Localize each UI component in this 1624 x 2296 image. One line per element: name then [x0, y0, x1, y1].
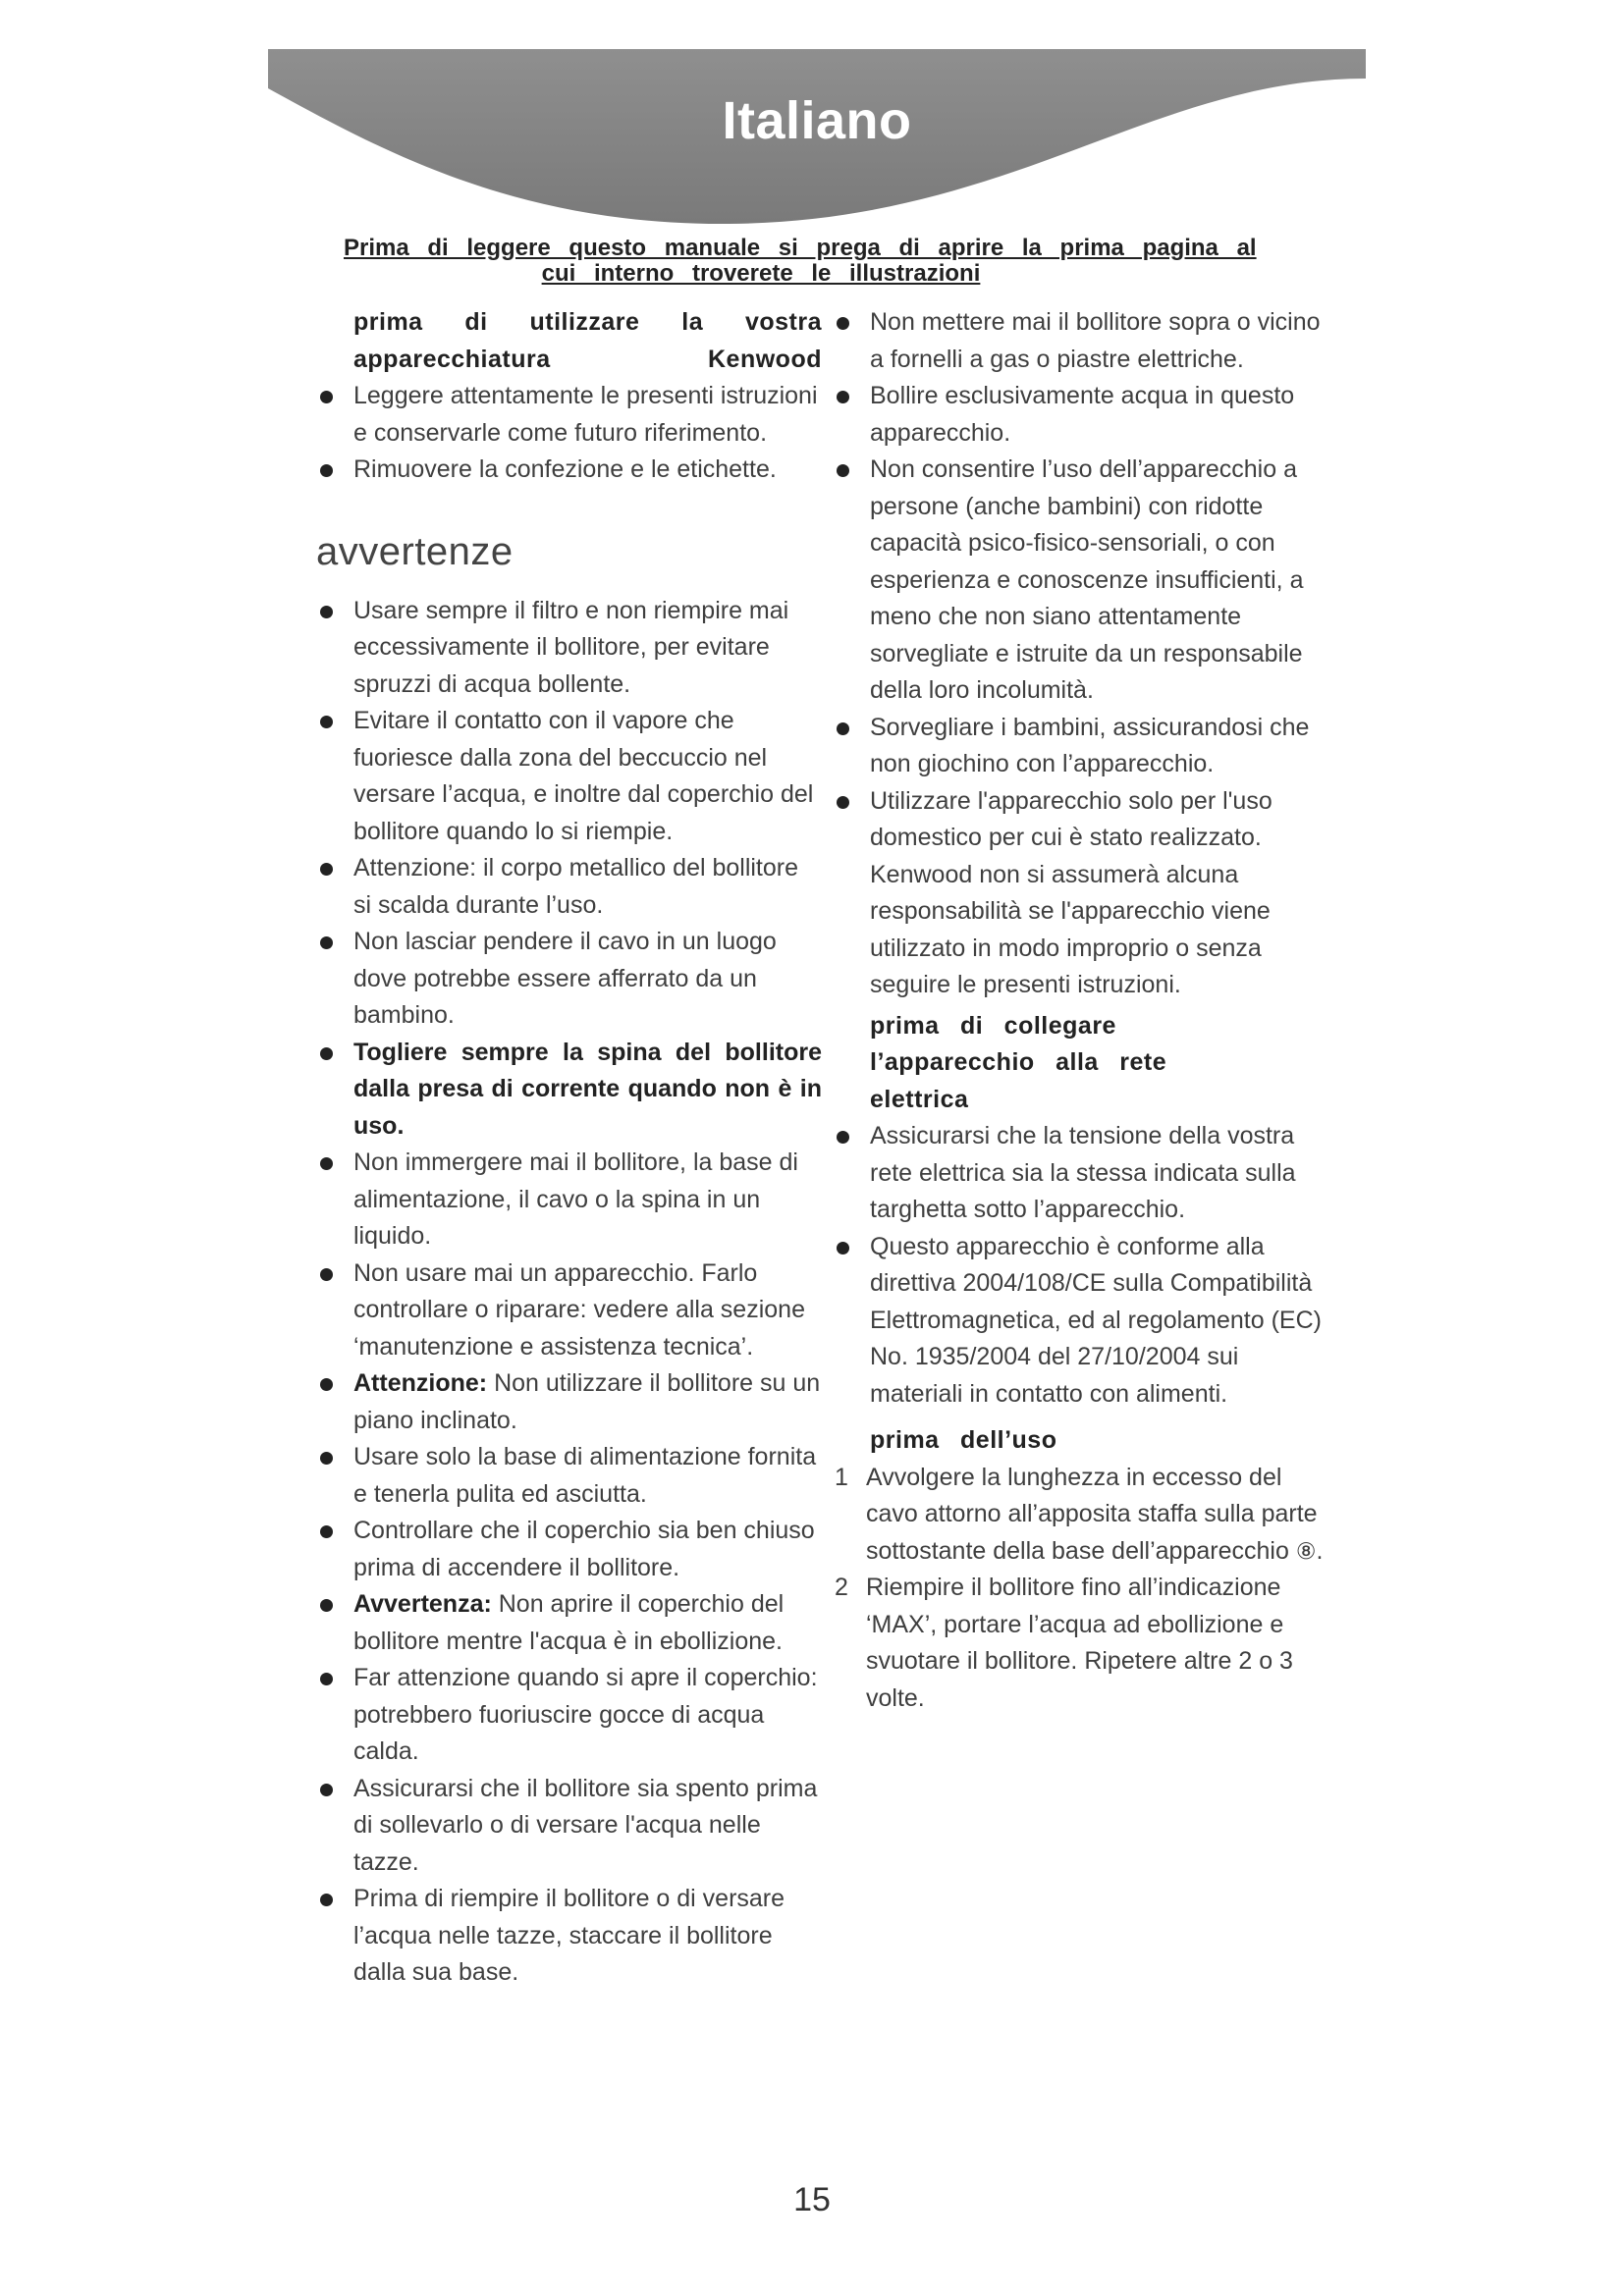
intro-line-1: Prima di leggere questo manuale si prega di aprire la prima pagina al [344, 236, 1257, 261]
list-item: Non consentire l’uso dell’apparecchio a persone (anche bambini) con ridotte capacità psico-fisico-sensoriali, o con esperienza e conoscenze insufficienti, a meno che non siano attentamente sorvegliate e istruite da un responsabile della loro incolumità. [833, 452, 1335, 710]
bullet-icon [320, 716, 333, 728]
warnings-heading: avvertenze [316, 529, 514, 573]
list-item: Leggere attentamente le presenti istruzioni e conservarle come futuro riferimento. [316, 378, 822, 452]
caution-item: Avvertenza: Non aprire il coperchio del bollitore mentre l'acqua è in ebollizione. [316, 1586, 822, 1660]
list-item: Prima di riempire il bollitore o di versare l’acqua nelle tazze, staccare il bollitore dalla sua base. [316, 1881, 822, 1992]
list-item: Non mettere mai il bollitore sopra o vicino a fornelli a gas o piastre elettriche. [833, 304, 1335, 378]
bullet-icon [837, 464, 849, 477]
connect-heading-line-3: elettrica [870, 1085, 969, 1113]
list-item: Rimuovere la confezione e le etichette. [316, 452, 822, 489]
bullet-icon [320, 1894, 333, 1906]
step-number: 2 [835, 1574, 848, 1601]
left-column [316, 304, 822, 1992]
list-item: Utilizzare l'apparecchio solo per l'uso domestico per cui è stato realizzato. Kenwood non si assumerà alcuna responsabilità se l'apparecchio viene utilizzato in modo improprio o senza seguire le presenti istruzioni. [833, 783, 1335, 1004]
bullet-icon [837, 317, 849, 330]
attention-label: Attenzione: [353, 1369, 488, 1397]
figure-ref-8: ⑧ [1295, 1537, 1317, 1564]
bullet-icon [320, 391, 333, 403]
bullet-icon [837, 722, 849, 735]
list-item: Controllare che il coperchio sia ben chiuso prima di accendere il bollitore. [316, 1513, 822, 1586]
bullet-icon [320, 1378, 333, 1391]
list-item: Usare solo la base di alimentazione fornita e tenerla pulita ed asciutta. [316, 1439, 822, 1513]
bullet-icon [837, 1242, 849, 1255]
bullet-icon [320, 464, 333, 477]
list-item: Sorvegliare i bambini, assicurandosi che non giochino con l’apparecchio. [833, 710, 1335, 783]
list-item: Usare sempre il filtro e non riempire mai eccessivamente il bollitore, per evitare spruzzi di acqua bollente. [316, 593, 822, 704]
connect-heading-line-2: l’apparecchio alla rete [870, 1048, 1167, 1076]
bullet-icon [320, 1673, 333, 1685]
list-item: Bollire esclusivamente acqua in questo apparecchio. [833, 378, 1335, 452]
connect-heading [833, 1008, 1335, 1119]
before-use-list [316, 378, 822, 489]
list-item: Questo apparecchio è conforme alla direttiva 2004/108/CE sulla Compatibilità Elettromagnetica, ed al regolamento (EC) No. 1935/2004 del 27/10/2004 sui materiali in contatto con alimenti. [833, 1229, 1335, 1414]
warnings-list-continued [833, 304, 1335, 1004]
list-item: Evitare il contatto con il vapore che fuoriesce dalla zona del beccuccio nel versare l’acqua, e inoltre dal coperchio del bollitore quando lo si riempie. [316, 703, 822, 850]
step-item: 2 Riempire il bollitore fino all’indicazione ‘MAX’, portare l’acqua ad ebollizione e svuotare il bollitore. Ripetere altre 2 o 3 volte. [833, 1570, 1335, 1717]
bullet-icon [320, 1784, 333, 1796]
bullet-icon [320, 1047, 333, 1060]
bullet-icon [320, 1525, 333, 1538]
bullet-icon [837, 391, 849, 403]
list-item: Non lasciar pendere il cavo in un luogo dove potrebbe essere afferrato da un bambino. [316, 924, 822, 1035]
bullet-icon [320, 1157, 333, 1170]
attention-item: Attenzione: Non utilizzare il bollitore su un piano inclinato. [316, 1365, 822, 1439]
list-item: Far attenzione quando si apre il coperchio: potrebbero fuoriuscire gocce di acqua calda. [316, 1660, 822, 1771]
list-item: Assicurarsi che il bollitore sia spento prima di sollevarlo o di versare l'acqua nelle tazze. [316, 1771, 822, 1882]
before-use-heading-line-2: apparecchiatura Kenwood [353, 345, 822, 373]
intro-line-2: cui interno troverete le illustrazioni [541, 260, 981, 287]
bullet-icon [320, 863, 333, 876]
bullet-icon [837, 796, 849, 809]
language-title: Italiano [722, 91, 912, 150]
list-item: Attenzione: il corpo metallico del bollitore si scalda durante l’uso. [316, 850, 822, 924]
list-item: Assicurarsi che la tensione della vostra rete elettrica sia la stessa indicata sulla targhetta sotto l’apparecchio. [833, 1118, 1335, 1229]
right-column [833, 304, 1335, 1717]
connect-heading-line-1: prima di collegare [870, 1011, 1116, 1040]
page-number: 15 [793, 2181, 831, 2218]
before-use-heading-line-1: prima di utilizzare la vostra [353, 308, 822, 336]
warnings-list [316, 593, 822, 1992]
first-use-steps [833, 1460, 1335, 1718]
caution-label: Avvertenza: [353, 1590, 492, 1618]
unplug-warning: Togliere sempre la spina del bollitore dalla presa di corrente quando non è in uso. [316, 1035, 822, 1146]
before-use-heading [316, 304, 822, 378]
bullet-icon [837, 1131, 849, 1144]
step-number: 1 [835, 1463, 848, 1491]
bullet-icon [320, 936, 333, 949]
first-use-heading: prima dell’uso [870, 1426, 1057, 1454]
intro-note [344, 236, 1326, 287]
bullet-icon [320, 1268, 333, 1281]
list-item: Non immergere mai il bollitore, la base di alimentazione, il cavo o la spina in un liquido. [316, 1145, 822, 1255]
bullet-icon [320, 1599, 333, 1612]
connect-list [833, 1118, 1335, 1413]
bullet-icon [320, 1452, 333, 1465]
bullet-icon [320, 606, 333, 618]
list-item: Non usare mai un apparecchio. Farlo controllare o riparare: vedere alla sezione ‘manutenzione e assistenza tecnica’. [316, 1255, 822, 1366]
step-item: 1 Avvolgere la lunghezza in eccesso del cavo attorno all’apposita staffa sulla parte sottostante della base dell’apparecchio ⑧. [833, 1460, 1335, 1571]
